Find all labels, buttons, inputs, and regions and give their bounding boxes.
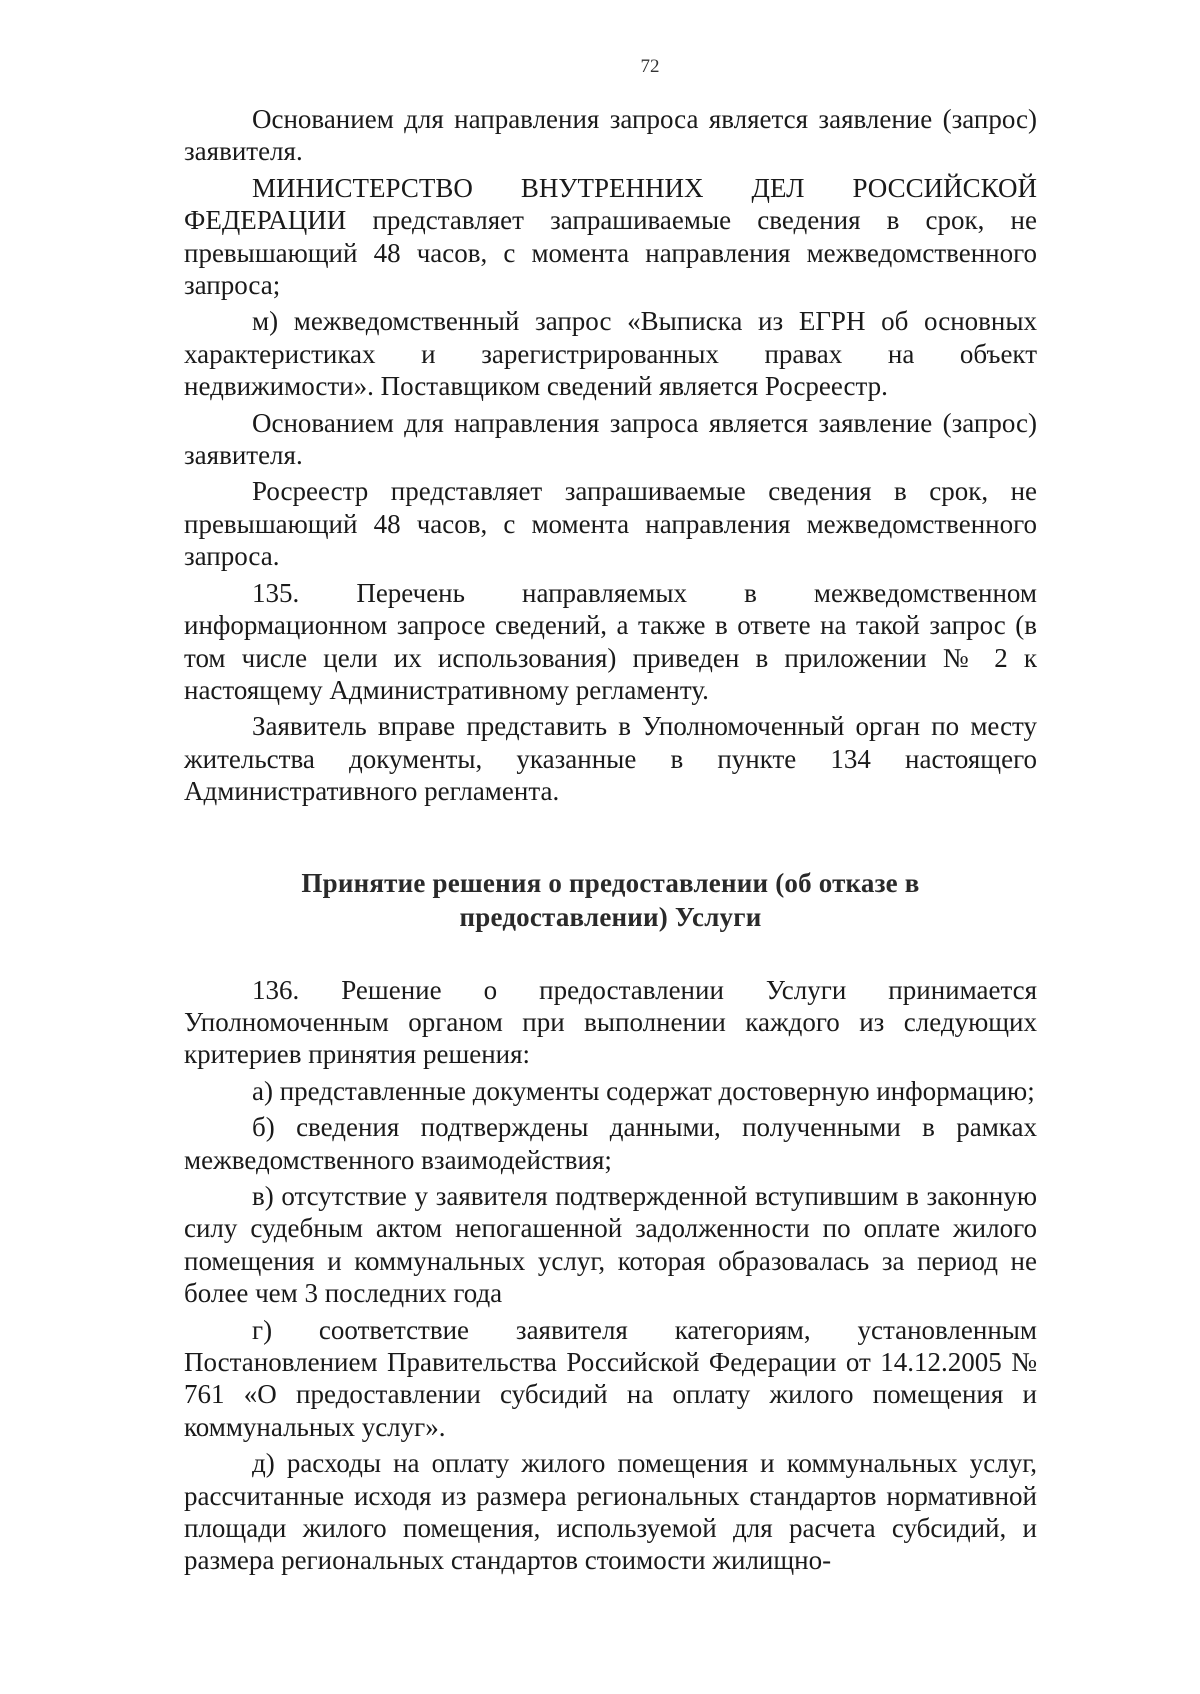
paragraph: Заявитель вправе представить в Уполномоченный орган по месту жительства документы, указанные в пункте 134 настоящего Административного регламента.: [184, 711, 1037, 807]
paragraph: 136. Решение о предоставлении Услуги принимается Уполномоченным органом при выполнении каждого из следующих критериев принятия решения:: [184, 974, 1037, 1070]
paragraph: Росреестр представляет запрашиваемые сведения в срок, не превышающий 48 часов, с момента направления межведомственного запроса.: [184, 476, 1037, 572]
page-number: 72: [640, 56, 660, 77]
list-item: б) сведения подтверждены данными, полученными в рамках межведомственного взаимодействия;: [184, 1112, 1037, 1175]
section-heading-line: предоставлении) Услуги: [459, 901, 762, 932]
list-item: д) расходы на оплату жилого помещения и коммунальных услуг, рассчитанные исходя из размера региональных стандартов нормативной площади жилого помещения, используемой для расчета субсидий, и размера региональных стандартов стоимости жилищно-: [184, 1448, 1037, 1576]
paragraph: Основанием для направления запроса является заявление (запрос) заявителя.: [184, 407, 1037, 471]
list-item: в) отсутствие у заявителя подтвержденной вступившим в законную силу судебным актом непогашенной задолженности по оплате жилого помещения и коммунальных услуг, которая образовалась за период не более чем 3 последних года: [184, 1180, 1037, 1309]
list-item: г) соответствие заявителя категориям, установленным Постановлением Правительства Российской Федерации от 14.12.2005 № 761 «О предоставлении субсидий на оплату жилого помещения и коммунальных услуг».: [184, 1314, 1037, 1442]
paragraph: Основанием для направления запроса является заявление (запрос) заявителя.: [184, 104, 1037, 167]
document-body: [184, 103, 1037, 1577]
paragraph: м) межведомственный запрос «Выписка из ЕГРН об основных характеристиках и зарегистрированных правах на объект недвижимости». Поставщиком сведений является Росреестр.: [184, 306, 1037, 402]
paragraph: 135. Перечень направляемых в межведомственном информационном запросе сведений, а также в ответе на такой запрос (в том числе цели их использования) приведен в приложении № 2 к настоящему Административному регламенту.: [184, 577, 1037, 705]
paragraph: МИНИСТЕРСТВО ВНУТРЕННИХ ДЕЛ РОССИЙСКОЙ ФЕДЕРАЦИИ представляет запрашиваемые сведения в срок, не превышающий 48 часов, с момента направления межведомственного запроса;: [184, 172, 1037, 301]
list-item: а) представленные документы содержат достоверную информацию;: [252, 1075, 1035, 1106]
section-heading-line: Принятие решения о предоставлении (об отказе в: [301, 867, 920, 898]
section-heading: [184, 866, 1037, 934]
